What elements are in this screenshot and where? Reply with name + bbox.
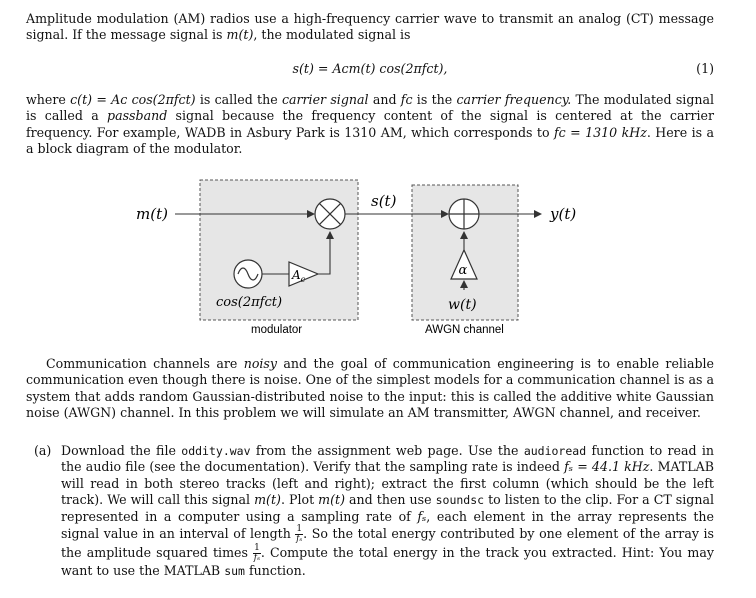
p2-passband: passband xyxy=(107,108,168,124)
multiplier-icon xyxy=(315,199,345,229)
p2-ct: c(t) = Aᴄ cos(2πfᴄt) xyxy=(70,92,196,107)
cos-label: cos(2πfᴄt) xyxy=(216,295,283,310)
a-text-11: function. xyxy=(244,563,306,579)
channel-paragraph xyxy=(26,356,714,422)
a-frac-den: fₛ xyxy=(296,534,303,545)
a-text-7: to listen to the clip. For a CT signal represented in a computer using a sampling rate of xyxy=(61,492,714,524)
a-fraction-2 xyxy=(253,544,261,563)
intro-text: Amplitude modulation (AM) radios use a high-frequency carrier wave to transmit an analog (CT) message signal. If the message signal is xyxy=(26,11,714,43)
a-fs-value: fₛ = 44.1 kHz xyxy=(564,459,650,475)
p2-text-7: . Here is a a block diagram of the modulator. xyxy=(26,124,714,157)
intro-paragraph xyxy=(26,11,714,44)
a-frac-num-2: 1 xyxy=(254,543,260,554)
equation-1 xyxy=(26,61,714,79)
output-label-y-t: y(t) xyxy=(550,205,577,223)
p2-text-5: The modulated signal is called a xyxy=(26,92,715,124)
a-fraction-1 xyxy=(295,525,303,544)
a-frac-den-2: fₛ xyxy=(253,553,261,564)
intro-text-2: , the modulated signal is xyxy=(253,27,411,43)
a-text-4: . MATLAB will read in both stereo tracks (left and right); extract the first column (which should be the left track). We will call this signal xyxy=(61,459,715,508)
p2-text-6: signal because the frequency content of the signal is centered at the carrier frequency. For example, WADB in Asbury Park is 1310 AM, which corresponds to xyxy=(26,108,714,140)
p2-text-3: and xyxy=(368,92,401,107)
a-text-2: from the assignment web page. Use the xyxy=(250,443,524,458)
gain-ac-label: $A_c$ xyxy=(292,268,306,284)
p3-noisy: noisy xyxy=(243,356,278,371)
p2-carrier-signal: carrier signal xyxy=(281,92,369,107)
p2-text-1: where xyxy=(26,92,71,107)
p2-fc-value: fᴄ = 1310 kHz xyxy=(554,124,647,140)
equation-text: s(t) = Aᴄm(t) cos(2πfᴄt), xyxy=(292,61,448,76)
a-sum: sum xyxy=(224,564,245,579)
p3-text-1: Communication channels are xyxy=(46,356,244,371)
intro-m-t: m(t) xyxy=(226,27,254,43)
input-label-m-t: m(t) xyxy=(136,205,168,223)
p3-text-2: and the goal of communication engineering is to enable reliable communication even though there is noise. One of the simplest models for a communication channel is as a system that adds random Gaussian-distributed noise to the input: this is called the additive white Gaussian noise (AWGN) channel. In this problem we will simulate an AM transmitter, AWGN channel, and receiver. xyxy=(26,356,715,421)
carrier-paragraph xyxy=(26,92,714,158)
p2-text-4: is the xyxy=(412,92,457,107)
a-text-10: . Compute the total energy in the track you extracted. Hint: You may want to use the MATLAB xyxy=(61,545,714,579)
a-fs: fₛ xyxy=(417,508,427,524)
alpha-label: α xyxy=(458,263,468,278)
a-audioread: audioread xyxy=(523,444,587,458)
a-text-9: . So the total energy contributed by one element of the array is the amplitude squared times xyxy=(61,526,714,561)
p2-carrier-frequency: carrier frequency. xyxy=(456,92,572,107)
a-frac-num: 1 xyxy=(296,524,303,535)
equation-number: (1) xyxy=(696,61,714,76)
a-text-6: and then use xyxy=(345,492,436,508)
oscillator-icon xyxy=(234,260,262,288)
s-t-label: s(t) xyxy=(371,192,397,210)
p2-text-2: is called the xyxy=(195,92,282,107)
a-text-1: Download the file xyxy=(61,443,182,458)
modulator-caption: modulator xyxy=(251,324,303,336)
problem-item-a xyxy=(34,443,714,579)
a-text-3: function to read in the audio file (see the documentation). Verify that the sampling rate is indeed xyxy=(61,443,715,475)
a-text-5: . Plot xyxy=(280,492,319,508)
adder-icon xyxy=(449,199,479,229)
a-m-t: m(t) xyxy=(254,492,281,508)
a-m-t-2: m(t) xyxy=(318,492,346,508)
a-text-8: , each element in the array represents the signal value in an interval of length xyxy=(61,508,714,542)
channel-caption: AWGN channel xyxy=(425,324,504,336)
p2-fc: fᴄ xyxy=(400,92,413,107)
a-filename: oddity.wav xyxy=(181,444,251,458)
noise-label-w-t: w(t) xyxy=(448,297,477,313)
block-diagram xyxy=(0,170,756,345)
a-soundsc: soundsc xyxy=(435,493,485,508)
item-a-body xyxy=(61,443,714,579)
item-a-label: (a) xyxy=(34,443,52,458)
